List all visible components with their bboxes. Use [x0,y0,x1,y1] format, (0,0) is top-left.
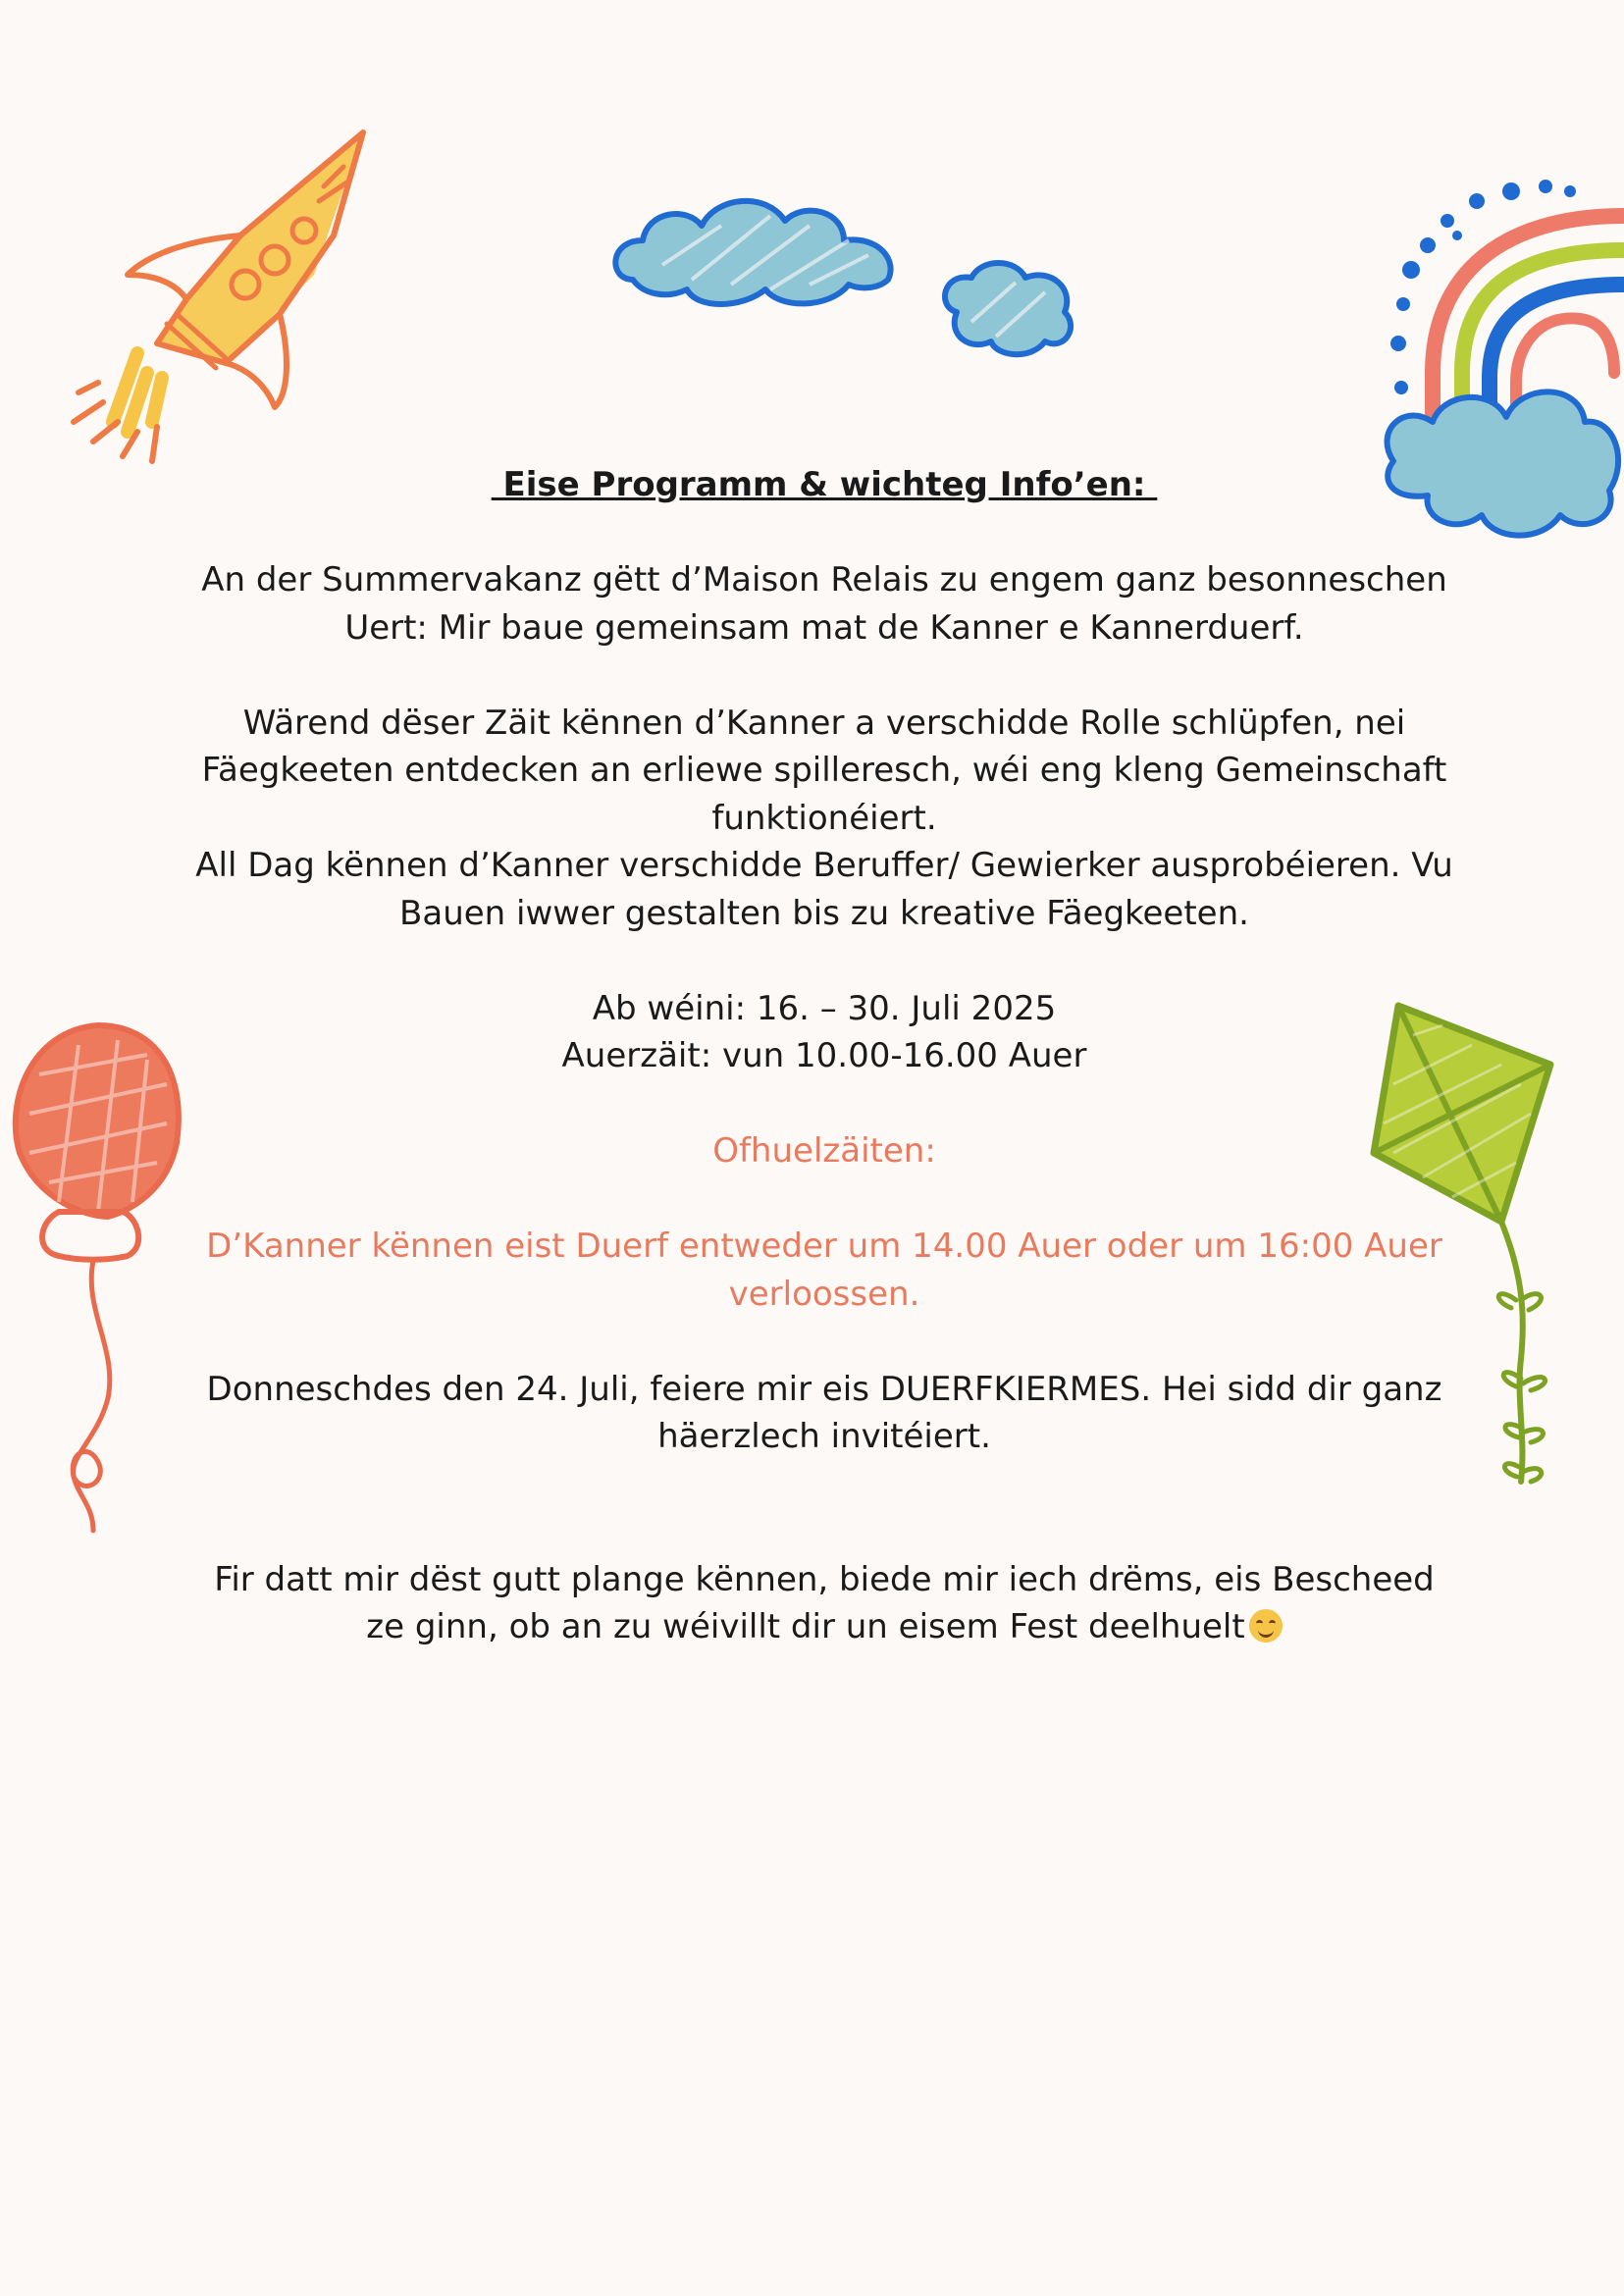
cloud-icon [603,186,908,324]
roles-line-1: Wärend dëser Zäit kënnen d’Kanner a verschidde Rolle schlüpfen, nei [242,703,1406,743]
rsvp-line-2-text: ze ginn, ob an zu wéivillt dir un eisem Fest deelhuelt [366,1607,1245,1646]
cloud-icon [937,253,1084,361]
roles-line-4: All Dag kënnen d’Kanner verschidde Beruffer/ Gewierker ausprobéieren. Vu [195,846,1453,885]
roles-line-2: Fäegkeeten entdecken an erliewe spilleresch, wéi eng kleng Gemeinschaft [201,751,1447,790]
smiling-face-icon [1249,1609,1283,1643]
intro-line-1: An der Summervakanz gëtt d’Maison Relais zu engem ganz besonneschen [201,560,1447,600]
rsvp-line-2 [147,1603,1501,1651]
intro-line-2: Uert: Mir baue gemeinsam mat de Kanner e Kannerduerf. [344,607,1304,648]
pickup-heading: Ofhuelzäiten: [712,1131,936,1171]
program-info [147,461,1501,1651]
fair-line-2: häerzlech invitéiert. [657,1417,991,1456]
dates-line: Ab wéini: 16. – 30. Juli 2025 [592,988,1057,1028]
pickup-line-2: verloossen. [728,1274,920,1314]
pickup-line-1: D’Kanner kënnen eist Duerf entweder um 14.00 Auer oder um 16:00 Auer [206,1226,1442,1266]
page-title: Eise Programm & wichteg Info’en: [491,465,1158,504]
hours-line: Auerzäit: vun 10.00-16.00 Auer [561,1036,1087,1075]
roles-line-3: funktionéiert. [711,798,937,838]
rsvp-line-1: Fir datt mir dëst gutt plange kënnen, biede mir iech drëms, eis Bescheed [214,1559,1435,1599]
roles-line-5: Bauen iwwer gestalten bis zu kreative Fäegkeeten. [399,893,1249,933]
fair-line-1: Donneschdes den 24. Juli, feiere mir eis DUERFKIERMES. Hei sidd dir ganz [206,1369,1442,1409]
rocket-icon [69,128,432,491]
